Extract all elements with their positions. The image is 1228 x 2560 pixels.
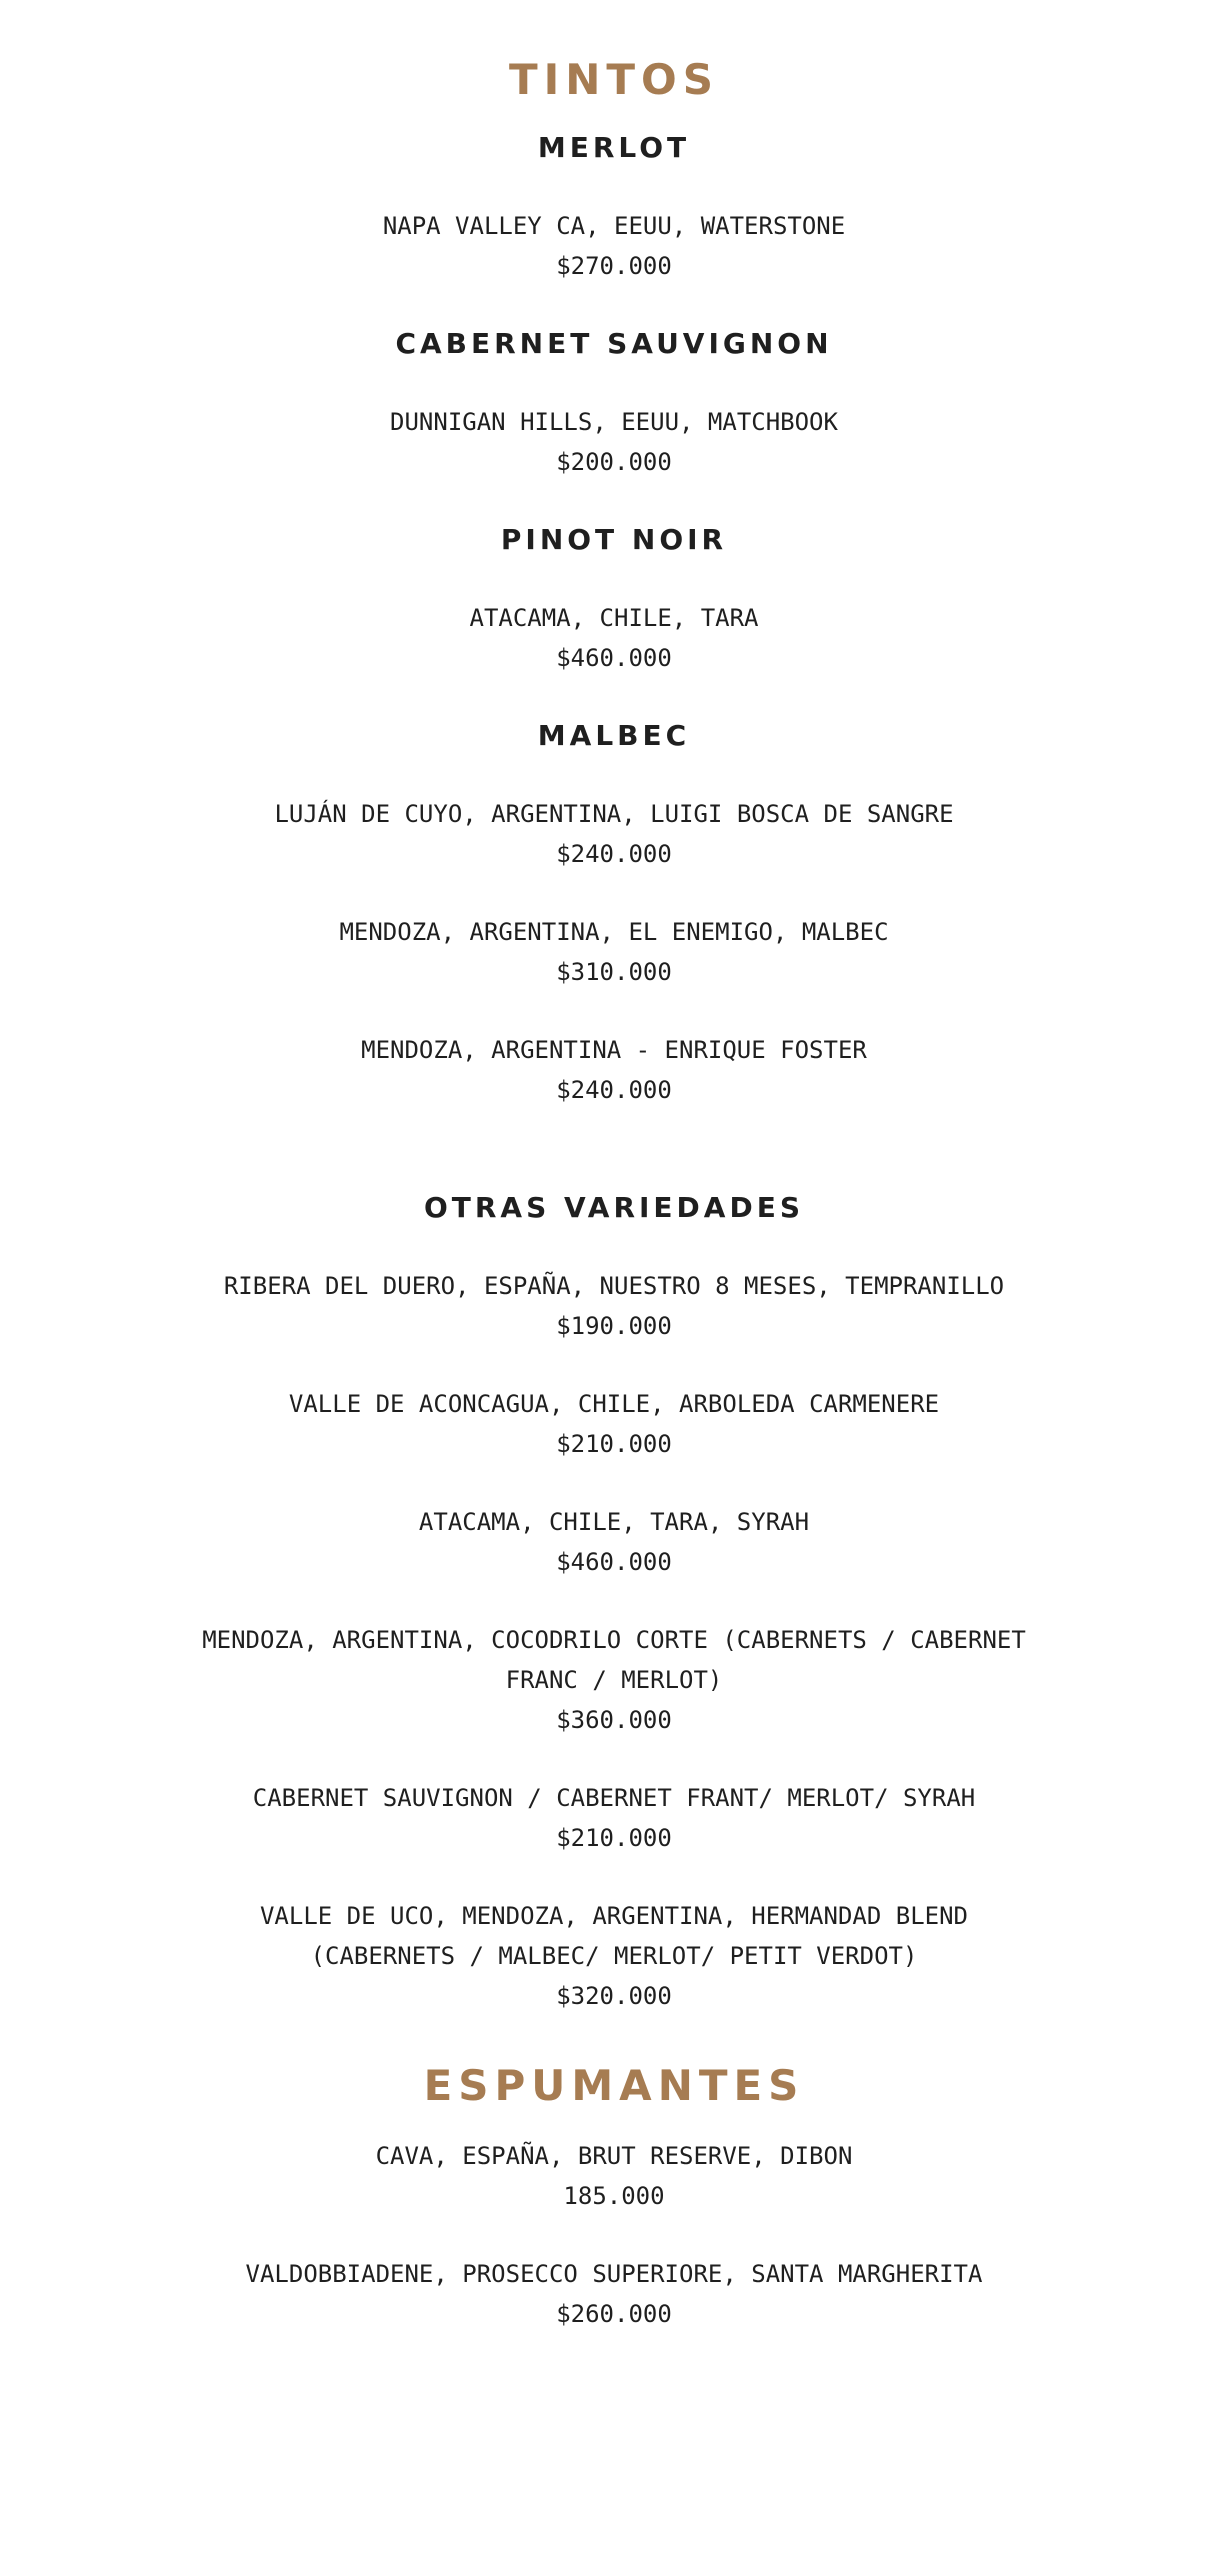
wine-item — [184, 1620, 1044, 1740]
wine-item — [184, 2136, 1044, 2216]
wine-item — [184, 402, 1044, 482]
wine-item — [184, 2254, 1044, 2334]
wine-item — [184, 1384, 1044, 1464]
wine-description: ATACAMA, CHILE, TARA, SYRAH — [418, 1508, 810, 1536]
wine-price: $210.000 — [556, 1824, 672, 1852]
wine-description: MENDOZA, ARGENTINA, EL ENEMIGO, MALBEC — [339, 918, 889, 946]
wine-price: $460.000 — [556, 644, 672, 672]
wine-description: VALLE DE UCO, MENDOZA, ARGENTINA, HERMANDAD BLEND (CABERNETS / MALBEC/ MERLOT/ PETIT VERDOT) — [259, 1902, 968, 1970]
category-otras-variedades: OTRAS VARIEDADES — [423, 1191, 805, 1224]
category-pinot-noir: PINOT NOIR — [500, 523, 728, 556]
wine-price: 185.000 — [563, 2182, 665, 2210]
category-cabernet-sauvignon: CABERNET SAUVIGNON — [395, 327, 833, 360]
wine-item — [184, 206, 1044, 286]
wine-description: CABERNET SAUVIGNON / CABERNET FRANT/ MERLOT/ SYRAH — [252, 1784, 976, 1812]
wine-item — [184, 794, 1044, 874]
wine-description: DUNNIGAN HILLS, EEUU, MATCHBOOK — [390, 408, 838, 436]
wine-description: VALLE DE ACONCAGUA, CHILE, ARBOLEDA CARMENERE — [288, 1390, 940, 1418]
section-title-espumantes: ESPUMANTES — [423, 2061, 805, 2110]
category-malbec: MALBEC — [537, 719, 691, 752]
wine-price: $190.000 — [556, 1312, 672, 1340]
wine-item — [184, 1266, 1044, 1346]
wine-description: NAPA VALLEY CA, EEUU, WATERSTONE — [382, 212, 846, 240]
wine-price: $240.000 — [556, 840, 672, 868]
wine-item — [184, 1896, 1044, 2016]
wine-price: $200.000 — [556, 448, 672, 476]
wine-description: LUJÁN DE CUYO, ARGENTINA, LUIGI BOSCA DE SANGRE — [274, 800, 954, 828]
wine-description: VALDOBBIADENE, PROSECCO SUPERIORE, SANTA MARGHERITA — [245, 2260, 983, 2288]
wine-price: $360.000 — [556, 1706, 672, 1734]
wine-item — [184, 1502, 1044, 1582]
wine-item — [184, 1778, 1044, 1858]
wine-price: $320.000 — [556, 1982, 672, 2010]
section-title-tintos: TINTOS — [508, 55, 720, 104]
wine-price: $270.000 — [556, 252, 672, 280]
wine-price: $210.000 — [556, 1430, 672, 1458]
wine-price: $260.000 — [556, 2300, 672, 2328]
wine-item — [184, 912, 1044, 992]
wine-price: $310.000 — [556, 958, 672, 986]
wine-description: MENDOZA, ARGENTINA - ENRIQUE FOSTER — [361, 1036, 867, 1064]
wine-description: RIBERA DEL DUERO, ESPAÑA, NUESTRO 8 MESES, TEMPRANILLO — [223, 1272, 1005, 1300]
wine-item — [184, 1030, 1044, 1110]
wine-description: MENDOZA, ARGENTINA, COCODRILO CORTE (CABERNETS / CABERNET FRANC / MERLOT) — [202, 1626, 1026, 1694]
category-merlot: MERLOT — [537, 131, 691, 164]
wine-description: CAVA, ESPAÑA, BRUT RESERVE, DIBON — [375, 2142, 853, 2170]
wine-price: $240.000 — [556, 1076, 672, 1104]
wine-price: $460.000 — [556, 1548, 672, 1576]
wine-item — [184, 598, 1044, 678]
wine-description: ATACAMA, CHILE, TARA — [469, 604, 759, 632]
